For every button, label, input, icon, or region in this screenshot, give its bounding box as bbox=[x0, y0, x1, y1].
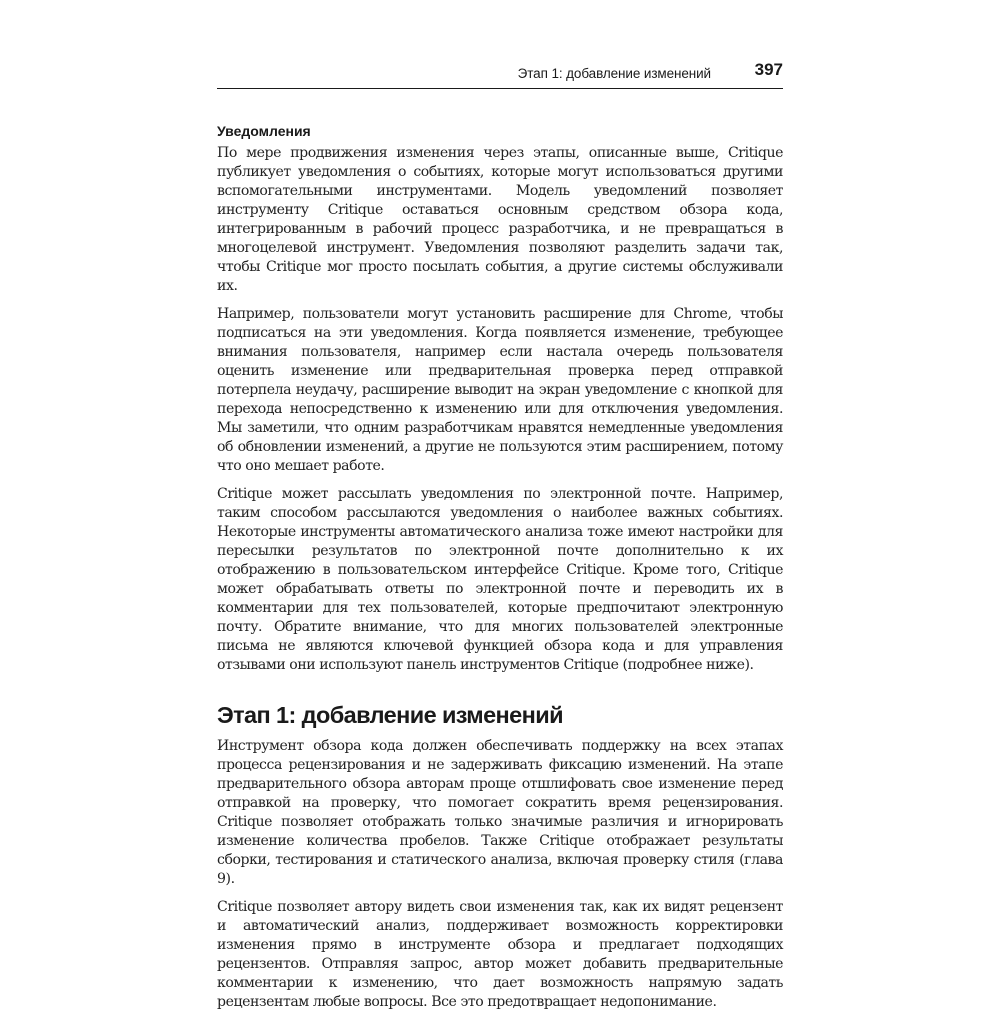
running-title: Этап 1: добавление изменений bbox=[517, 66, 711, 81]
notifications-paragraph-2: Например, пользователи могут установить расширение для Chrome, чтобы подписаться на эти уведомления. Когда появляется изменение, требующее внимания пользователя, например если настала очередь пользователя оценить изменение или предварительная проверка перед отправкой потерпела неудачу, расширение выводит на экран уведомление с кнопкой для перехода непосредственно к изменению или для отключения уведомления. Мы заметили, что одним разработчикам нравятся немедленные уведомления об обновлении изменений, а другие не пользуются этим расширением, потому что оно мешает работе. bbox=[217, 306, 783, 474]
notifications-paragraph-1: По мере продвижения изменения через этапы, описанные выше, Critique публикует уведомления о событиях, которые могут использоваться другими вспомогательными инструментами. Модель уведомлений позволяет инструменту Critique оставаться основным средством обзора кода, интегрированным в рабочий процесс разработчика, и не превращаться в многоцелевой инструмент. Уведомления позволяют разделить задачи так, чтобы Critique мог просто посылать события, а другие системы обслуживали их. bbox=[217, 145, 783, 294]
stage1-paragraph-1: Инструмент обзора кода должен обеспечивать поддержку на всех этапах процесса рецензирования и не задерживать фиксацию изменений. На этапе предварительного обзора авторам проще отшлифовать свое изменение перед отправкой на проверку, что помогает сократить время рецензирования. Critique позволяет отображать только значимые различия и игнорировать изменение количества пробелов. Также Critique отображает результаты сборки, тестирования и статического анализа, включая проверку стиля (глава 9). bbox=[217, 738, 783, 887]
page-number: 397 bbox=[754, 60, 783, 79]
notifications-heading: Уведомления bbox=[217, 123, 311, 139]
running-header bbox=[217, 62, 783, 89]
notifications-paragraph-3: Critique может рассылать уведомления по электронной почте. Например, таким способом рассылаются уведомления о наиболее важных событиях. Некоторые инструменты автоматического анализа тоже имеют настройки для пересылки результатов по электронной почте дополнительно к их отображению в пользовательском интерфейсе Critique. Кроме того, Critique может обрабатывать ответы по электронной почте и переводить их в комментарии для тех пользователей, которые предпочитают электронную почту. Обратите внимание, что для многих пользователей электронные письма не являются ключевой функцией обзора кода и для управления отзывами они используют панель инструментов Critique (подробнее ниже). bbox=[217, 486, 783, 673]
page-content bbox=[217, 121, 783, 1021]
section-heading-stage-1: Этап 1: добавление изменений bbox=[217, 702, 563, 728]
stage1-paragraph-2: Critique позволяет автору видеть свои изменения так, как их видят рецензент и автоматический анализ, поддерживает возможность корректировки изменения прямо в инструменте обзора и предлагает подходящих рецензентов. Отправляя запрос, автор может добавить предварительные комментарии к изменению, что дает возможность напрямую задать рецензентам любые вопросы. Все это предотвращает недопонимание. bbox=[217, 899, 783, 1010]
